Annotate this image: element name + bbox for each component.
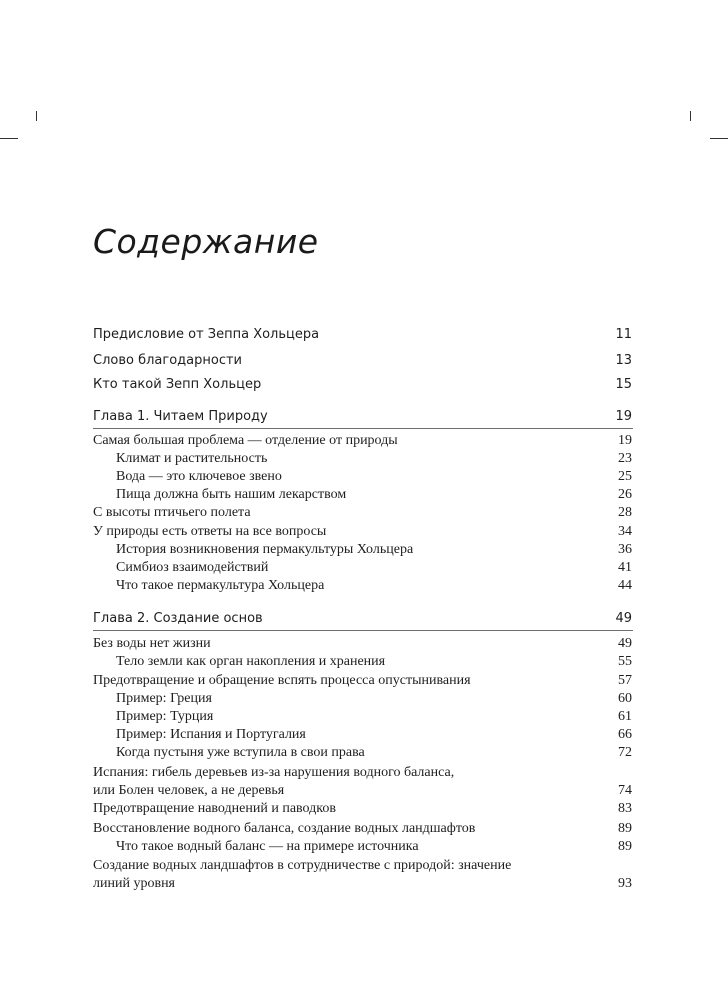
chapter-divider	[93, 630, 633, 631]
entry-page: 13	[615, 353, 632, 368]
entry-title: Самая большая проблема — отделение от природы	[93, 433, 398, 448]
entry-title: Предотвращение наводнений и паводков	[93, 801, 336, 816]
entry-title: Испания: гибель деревьев из-за нарушения водного баланса,	[93, 765, 455, 780]
toc-entry	[0, 800, 728, 818]
entry-title: Кто такой Зепп Хольцер	[93, 377, 262, 392]
chapter-page: 49	[615, 611, 632, 626]
toc-entry-continued	[0, 875, 728, 893]
entry-page: 25	[618, 469, 632, 484]
entry-page: 57	[618, 673, 632, 688]
toc-subentry	[0, 708, 728, 726]
entry-title: Без воды нет жизни	[93, 636, 211, 651]
entry-page: 19	[618, 433, 632, 448]
toc-subentry	[0, 653, 728, 671]
toc-entry-about-author	[0, 376, 728, 394]
entry-title: Пример: Испания и Португалия	[116, 727, 306, 742]
toc-chapter-2	[0, 610, 728, 628]
entry-title: Слово благодарности	[93, 353, 242, 368]
entry-title: Пример: Греция	[116, 691, 212, 706]
toc-entry-acknowledgements	[0, 352, 728, 370]
entry-page: 44	[618, 578, 632, 593]
entry-page: 60	[618, 691, 632, 706]
entry-title: Вода — это ключевое звено	[116, 469, 282, 484]
entry-page: 89	[618, 821, 632, 836]
entry-page: 34	[618, 524, 632, 539]
entry-title: Что такое водный баланс — на примере источника	[116, 839, 419, 854]
toc-entry-foreword	[0, 326, 728, 344]
toc-entry	[0, 504, 728, 522]
entry-page: 83	[618, 801, 632, 816]
chapter-divider	[93, 428, 633, 429]
entry-title: Восстановление водного баланса, создание водных ландшафтов	[93, 821, 476, 836]
toc-entry	[0, 635, 728, 653]
entry-title: Предисловие от Зеппа Хольцера	[93, 327, 320, 342]
toc-subentry	[0, 486, 728, 504]
entry-page: 55	[618, 654, 632, 669]
entry-page: 49	[618, 636, 632, 651]
toc-chapter-1	[0, 408, 728, 426]
entry-title: Тело земли как орган накопления и хранения	[116, 654, 386, 669]
entry-title: С высоты птичьего полета	[93, 505, 251, 520]
toc-entry	[0, 672, 728, 690]
toc-entry	[0, 857, 728, 875]
entry-title: Создание водных ландшафтов в сотрудничестве с природой: значение	[93, 858, 512, 873]
entry-title: У природы есть ответы на все вопросы	[93, 524, 327, 539]
toc-subentry	[0, 577, 728, 595]
entry-page: 74	[618, 783, 632, 798]
chapter-title: Глава 1. Читаем Природу	[93, 409, 268, 424]
toc-heading: Содержание	[93, 222, 319, 261]
entry-title: Что такое пермакультура Хольцера	[116, 578, 325, 593]
entry-page: 26	[618, 487, 632, 502]
entry-page: 23	[618, 451, 632, 466]
toc-entry-continued	[0, 782, 728, 800]
toc-subentry	[0, 450, 728, 468]
toc-subentry	[0, 726, 728, 744]
entry-page: 28	[618, 505, 632, 520]
toc-subentry	[0, 744, 728, 762]
entry-title: или Болен человек, а не деревья	[93, 783, 285, 798]
toc-subentry	[0, 838, 728, 856]
entry-page: 89	[618, 839, 632, 854]
toc-subentry	[0, 690, 728, 708]
entry-title: Симбиоз взаимодействий	[116, 560, 269, 575]
entry-page: 72	[618, 745, 632, 760]
toc-entry	[0, 432, 728, 450]
entry-title: Пища должна быть нашим лекарством	[116, 487, 347, 502]
chapter-page: 19	[615, 409, 632, 424]
toc-subentry	[0, 559, 728, 577]
entry-title: линий уровня	[93, 876, 175, 891]
entry-title: Пример: Турция	[116, 709, 214, 724]
entry-title: Предотвращение и обращение вспять процесса опустынивания	[93, 673, 471, 688]
entry-title: Климат и растительность	[116, 451, 268, 466]
entry-page: 66	[618, 727, 632, 742]
toc-subentry	[0, 541, 728, 559]
entry-page: 15	[615, 377, 632, 392]
toc-entry	[0, 764, 728, 782]
toc-subentry	[0, 468, 728, 486]
entry-title: История возникновения пермакультуры Хольцера	[116, 542, 414, 557]
chapter-title: Глава 2. Создание основ	[93, 611, 263, 626]
entry-page: 41	[618, 560, 632, 575]
entry-page: 61	[618, 709, 632, 724]
entry-page: 93	[618, 876, 632, 891]
entry-title: Когда пустыня уже вступила в свои права	[116, 745, 365, 760]
toc-entry	[0, 523, 728, 541]
entry-page: 36	[618, 542, 632, 557]
entry-page: 11	[615, 327, 632, 342]
toc-entry	[0, 820, 728, 838]
